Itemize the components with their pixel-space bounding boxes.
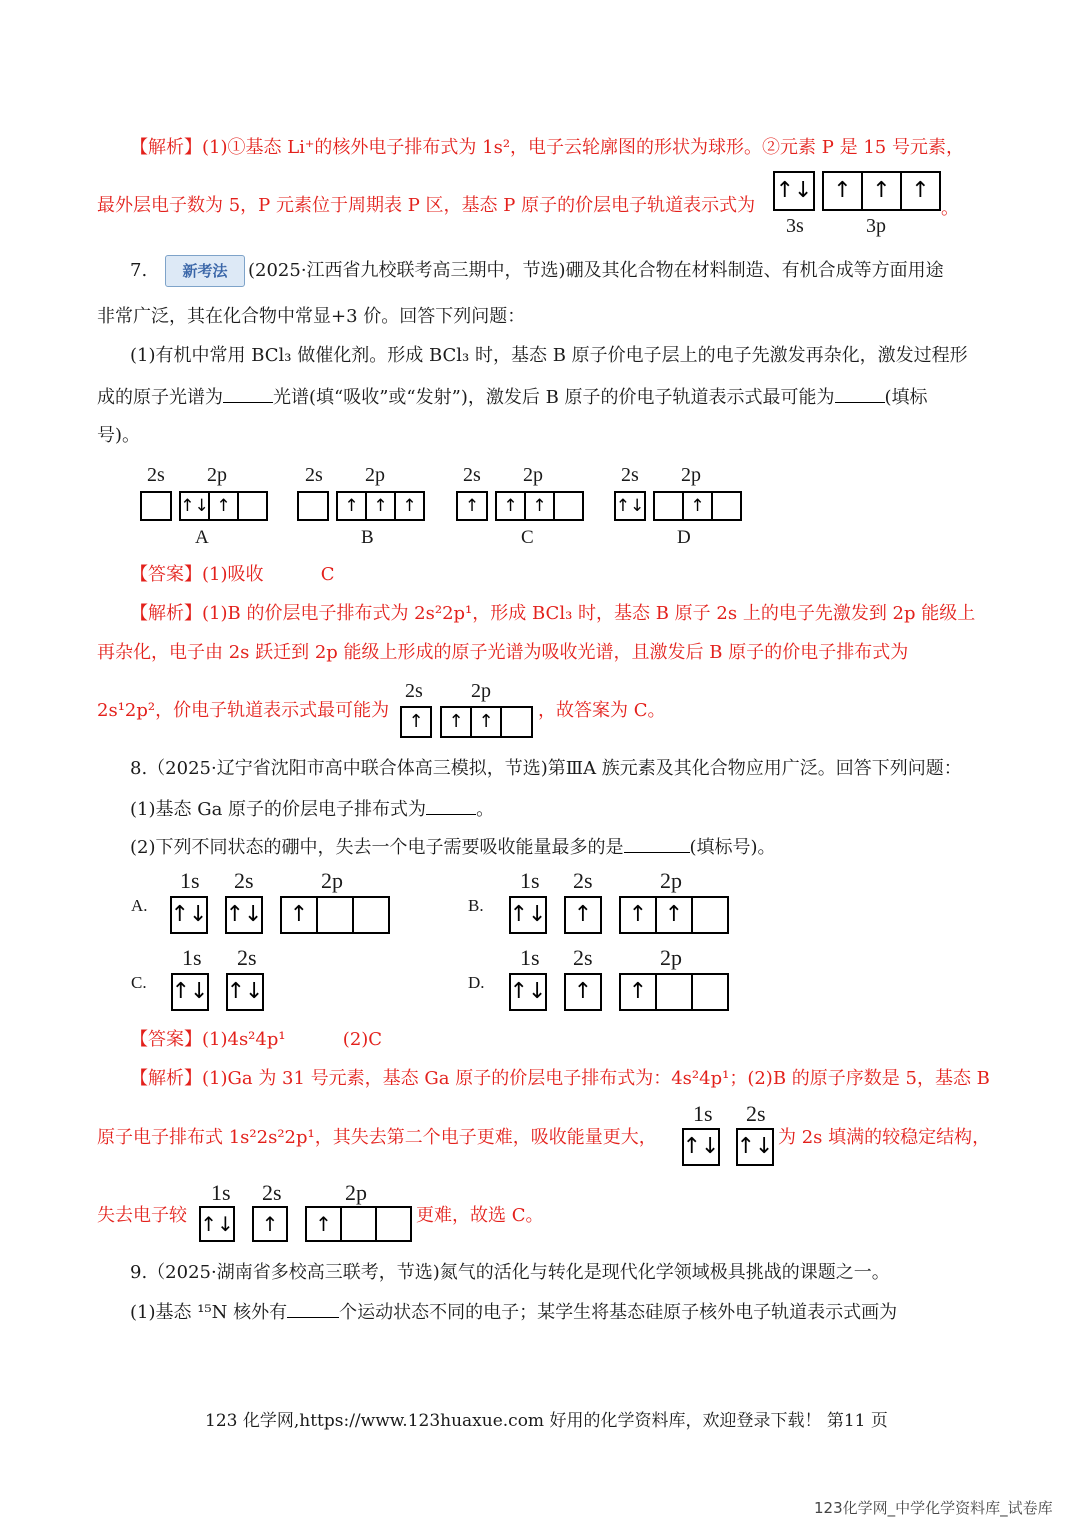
orbital-box-3p [822, 171, 941, 211]
label-2s: 2s [262, 1180, 282, 1205]
q7-part1-line-2: 成的原子光谱为 光谱(填“吸收”或“发射”)，激发后 B 原子的价电子轨道表示式最可能为 (填标 [97, 384, 928, 410]
prev-analysis-line-1: 【解析】(1)①基态 Li⁺的核外电子排布式为 1s²，电子云轮廓图的形状为球形。②元素 P 是 15 号元素， [130, 137, 964, 158]
up-down-arrow-icon: ↑↓ [509, 902, 547, 927]
up-arrow-icon: ↑ [289, 902, 309, 927]
q8-analysis-line-3: 失去电子较 [97, 1205, 187, 1226]
up-arrow-icon: ↑ [315, 1212, 332, 1236]
q9-part1: (1)基态 ¹⁵N 核外有 个运动状态不同的电子；某学生将基态硅原子核外电子轨道表示式画为 [130, 1299, 897, 1325]
up-down-arrow-icon: ↑↓ [180, 496, 209, 516]
prev-period: 。 [941, 198, 959, 218]
answer-blank [223, 384, 273, 403]
q7-number: 7. [130, 260, 148, 281]
q8-part1: (1)基态 Ga 原子的价层电子排布式为 。 [130, 796, 494, 822]
up-down-arrow-icon: ↑↓ [225, 902, 263, 927]
orbital-box-2s [400, 706, 432, 738]
up-arrow-icon: ↑ [573, 979, 593, 1004]
q7-intro-line-1: (2025·江西省九校联考高三期中，节选)硼及其化合物在材料制造、有机合成等方面用途 [248, 260, 944, 281]
label-2p: 2p [471, 680, 491, 702]
q9-intro: 9.（2025·湖南省多校高三联考，节选)氮气的活化与转化是现代化学领域极具挑战的课题之一。 [130, 1262, 890, 1283]
up-arrow-icon: ↑ [664, 902, 684, 927]
up-arrow-icon: ↑ [478, 711, 494, 732]
up-down-arrow-icon: ↑↓ [615, 496, 645, 516]
up-down-arrow-icon: ↑↓ [775, 178, 813, 203]
up-arrow-icon: ↑ [690, 496, 705, 516]
orbital-box-2s [252, 1206, 288, 1242]
up-arrow-icon: ↑ [833, 178, 852, 203]
up-arrow-icon: ↑ [261, 1212, 279, 1236]
up-arrow-icon: ↑ [373, 496, 388, 516]
label-3p: 3p [866, 215, 886, 237]
up-down-arrow-icon: ↑↓ [736, 1134, 774, 1159]
q7-intro-line-2: 非常广泛，其在化合物中常显+3 价。回答下列问题： [97, 306, 526, 327]
up-arrow-icon: ↑ [532, 496, 547, 516]
q7-analysis-line-3: 2s¹2p²，价电子轨道表示式最可能为 [97, 700, 390, 721]
orbital-box-1s [199, 1206, 235, 1242]
answer-blank [287, 1299, 339, 1318]
q7-analysis-line-1: 【解析】(1)B 的价层电子排布式为 2s²2p¹，形成 BCl₃ 时，基态 B 原子 2s 上的电子先激发到 2p 能级上 [130, 603, 976, 624]
label-2p: 2p [345, 1180, 367, 1205]
up-down-arrow-icon: ↑↓ [682, 1134, 720, 1159]
up-arrow-icon: ↑ [448, 711, 464, 732]
up-down-arrow-icon: ↑↓ [509, 979, 547, 1004]
label-1s: 1s [211, 1180, 231, 1205]
q8-analysis-line-2-tail: 为 2s 填满的较稳定结构， [778, 1127, 991, 1148]
prev-analysis-line-2: 最外层电子数为 5，P 元素位于周期表 P 区，基态 P 原子的价层电子轨道表示式为 [97, 195, 756, 216]
orbital-box-2p [440, 706, 533, 738]
answer-blank [426, 796, 476, 815]
up-arrow-icon: ↑ [503, 496, 518, 516]
up-arrow-icon: ↑ [872, 178, 891, 203]
answer-blank [835, 384, 885, 403]
new-method-badge: 新考法 [165, 255, 245, 287]
up-arrow-icon: ↑ [464, 496, 480, 516]
up-arrow-icon: ↑ [344, 496, 359, 516]
up-arrow-icon: ↑ [911, 178, 930, 203]
label-2s: 2s [746, 1101, 766, 1126]
up-down-arrow-icon: ↑↓ [171, 979, 209, 1004]
q8-analysis-line-2: 原子电子排布式 1s²2s²2p¹，其失去第二个电子更难，吸收能量更大， [97, 1127, 657, 1148]
up-down-arrow-icon: ↑↓ [226, 979, 264, 1004]
up-arrow-icon: ↑ [628, 979, 648, 1004]
analysis-tag: 【解析】 [130, 137, 202, 158]
q7-analysis-line-2: 再杂化，电子由 2s 跃迁到 2p 能级上形成的原子光谱为吸收光谱，且激发后 B 原子的价电子排布式为 [97, 642, 909, 663]
q8-answer: 【答案】(1)4s²4p¹ (2)C [130, 1029, 383, 1050]
q8-part2: (2)下列不同状态的硼中，失去一个电子需要吸收能量最多的是 (填标号)。 [130, 834, 776, 860]
q7-part1-line-1: (1)有机中常用 BCl₃ 做催化剂。形成 BCl₃ 时，基态 B 原子价电子层上的电子先激发再杂化，激发过程形 [130, 345, 968, 366]
up-down-arrow-icon: ↑↓ [170, 902, 208, 927]
q8-analysis-line-1: 【解析】(1)Ga 为 31 号元素，基态 Ga 原子的价层电子排布式为：4s²4p¹；(2)B 的原子序数是 5，基态 B [130, 1068, 990, 1089]
label-2s: 2s [405, 680, 423, 702]
page-footer: 123 化学网,https://www.123huaxue.com 好用的化学资料库，欢迎登录下载！ 第11 页 [205, 1411, 888, 1431]
up-arrow-icon: ↑ [216, 496, 231, 516]
up-arrow-icon: ↑ [573, 902, 593, 927]
orbital-box-3s [773, 171, 815, 211]
q7-answer: 【答案】(1)吸收 C [130, 564, 335, 585]
orbital-box-2p [305, 1206, 412, 1242]
q7-part1-line-3: 号)。 [97, 425, 141, 446]
q7-analysis-tail: ，故答案为 C。 [538, 700, 666, 721]
orbital-box-1s [682, 1128, 720, 1166]
up-arrow-icon: ↑ [628, 902, 648, 927]
q8-analysis-line-3-tail: 更难，故选 C。 [416, 1205, 544, 1226]
watermark: 123化学网_中学化学资料库_试卷库 [814, 1499, 1053, 1517]
answer-blank [624, 834, 690, 853]
orbital-box-2s [736, 1128, 774, 1166]
up-arrow-icon: ↑ [408, 711, 424, 732]
up-down-arrow-icon: ↑↓ [200, 1212, 234, 1236]
label-1s: 1s [693, 1101, 713, 1126]
up-arrow-icon: ↑ [402, 496, 417, 516]
q8-intro: 8.（2025·辽宁省沈阳市高中联合体高三模拟，节选)第ⅢA 族元素及其化合物应用广泛。回答下列问题： [130, 758, 962, 779]
label-3s: 3s [786, 215, 804, 237]
